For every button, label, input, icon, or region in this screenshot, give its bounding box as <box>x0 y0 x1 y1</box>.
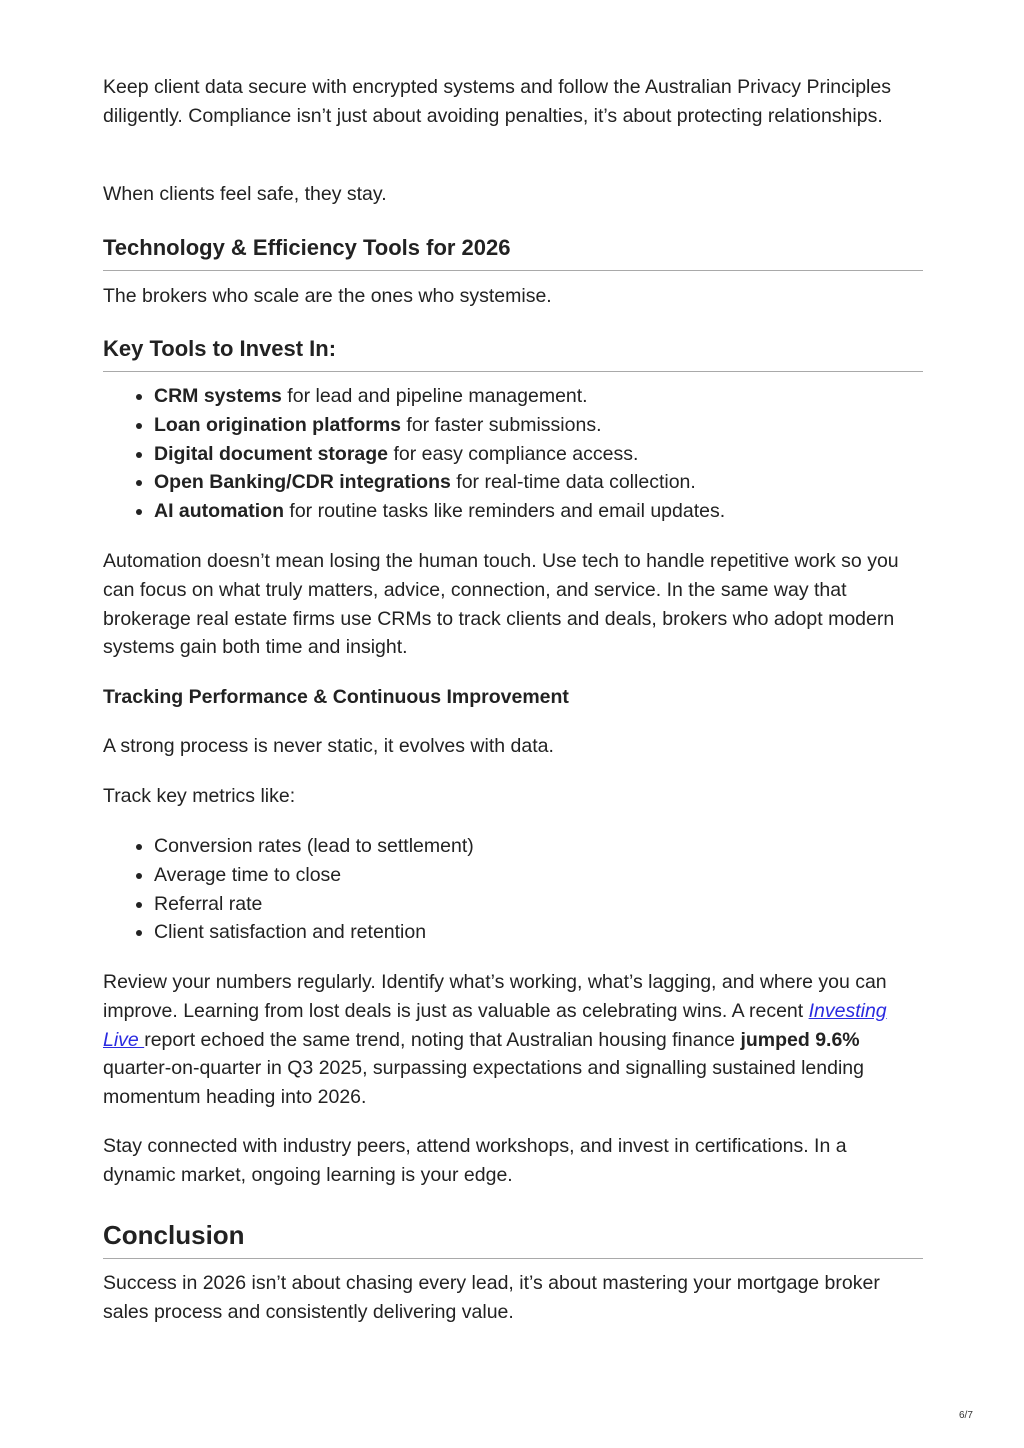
technology-heading-rule <box>103 270 923 271</box>
tool-description: for routine tasks like reminders and email updates. <box>284 500 726 523</box>
technology-heading: Technology & Efficiency Tools for 2026 <box>103 235 511 260</box>
tool-name: CRM systems <box>154 385 282 407</box>
list-item: Referral rate <box>154 890 474 919</box>
technology-lead-paragraph: The brokers who scale are the ones who systemise. <box>103 285 552 307</box>
list-item: Average time to close <box>154 861 474 890</box>
list-item <box>154 497 725 526</box>
tool-description: for lead and pipeline management. <box>281 385 588 407</box>
tool-description: for easy compliance access. <box>388 442 639 465</box>
list-item <box>154 382 725 411</box>
key-tools-heading-rule <box>103 371 923 372</box>
page-number: 6/7 <box>959 1410 973 1421</box>
tracking-heading: Tracking Performance & Continuous Improvement <box>103 686 569 708</box>
tool-name: Open Banking/CDR integrations <box>154 471 451 494</box>
investing-live-link[interactable]: Investing Live <box>103 999 887 1051</box>
tool-name: AI automation <box>154 500 284 523</box>
tool-description: for real-time data collection. <box>450 471 696 494</box>
tool-name: Loan origination platforms <box>154 413 401 436</box>
stay-connected-paragraph: Stay connected with industry peers, attend workshops, and invest in certifications. In a dynamic market, ongoing learning is your edge. <box>103 1135 847 1186</box>
tool-name: Digital document storage <box>154 442 389 465</box>
review-text: report echoed the same trend, noting that Australian housing finance <box>144 1028 741 1051</box>
conclusion-paragraph: Success in 2026 isn’t about chasing every lead, it’s about mastering your mortgage broker sales process and consistently delivering value. <box>103 1272 880 1323</box>
list-item <box>154 468 725 497</box>
tool-description: for faster submissions. <box>401 413 602 436</box>
key-tools-heading: Key Tools to Invest In: <box>103 336 337 361</box>
automation-paragraph: Automation doesn’t mean losing the human touch. Use tech to handle repetitive work so you can focus on what truly matters, advice, connection, and service. In the same way that brokerage real estate firms use CRMs to track clients and deals, brokers who adopt modern systems gain both time and insight. <box>103 550 899 659</box>
review-text: quarter-on-quarter in Q3 2025, surpassing expectations and signalling sustained lending momentum heading into 2026. <box>103 1057 864 1109</box>
conclusion-heading-rule <box>103 1258 923 1259</box>
list-item <box>154 440 725 469</box>
privacy-paragraph: Keep client data secure with encrypted systems and follow the Australian Privacy Principles diligently. Compliance isn’t just about avoiding penalties, it’s about protecting relationships. <box>103 76 891 127</box>
metrics-list <box>103 832 474 947</box>
key-tools-list <box>103 382 725 526</box>
strong-process-paragraph: A strong process is never static, it evolves with data. <box>103 735 554 757</box>
track-metrics-paragraph: Track key metrics like: <box>103 785 296 807</box>
list-item: Client satisfaction and retention <box>154 918 474 947</box>
review-paragraph <box>103 968 913 1112</box>
list-item: Conversion rates (lead to settlement) <box>154 832 474 861</box>
conclusion-heading: Conclusion <box>103 1220 245 1250</box>
list-item <box>154 411 725 440</box>
safety-paragraph: When clients feel safe, they stay. <box>103 183 387 205</box>
review-text: Review your numbers regularly. Identify what’s working, what’s lagging, and where you can improve. Learning from lost deals is just as valuable as celebrating wins. A recent <box>103 971 887 1022</box>
highlight-stat: jumped 9.6% <box>740 1028 860 1051</box>
